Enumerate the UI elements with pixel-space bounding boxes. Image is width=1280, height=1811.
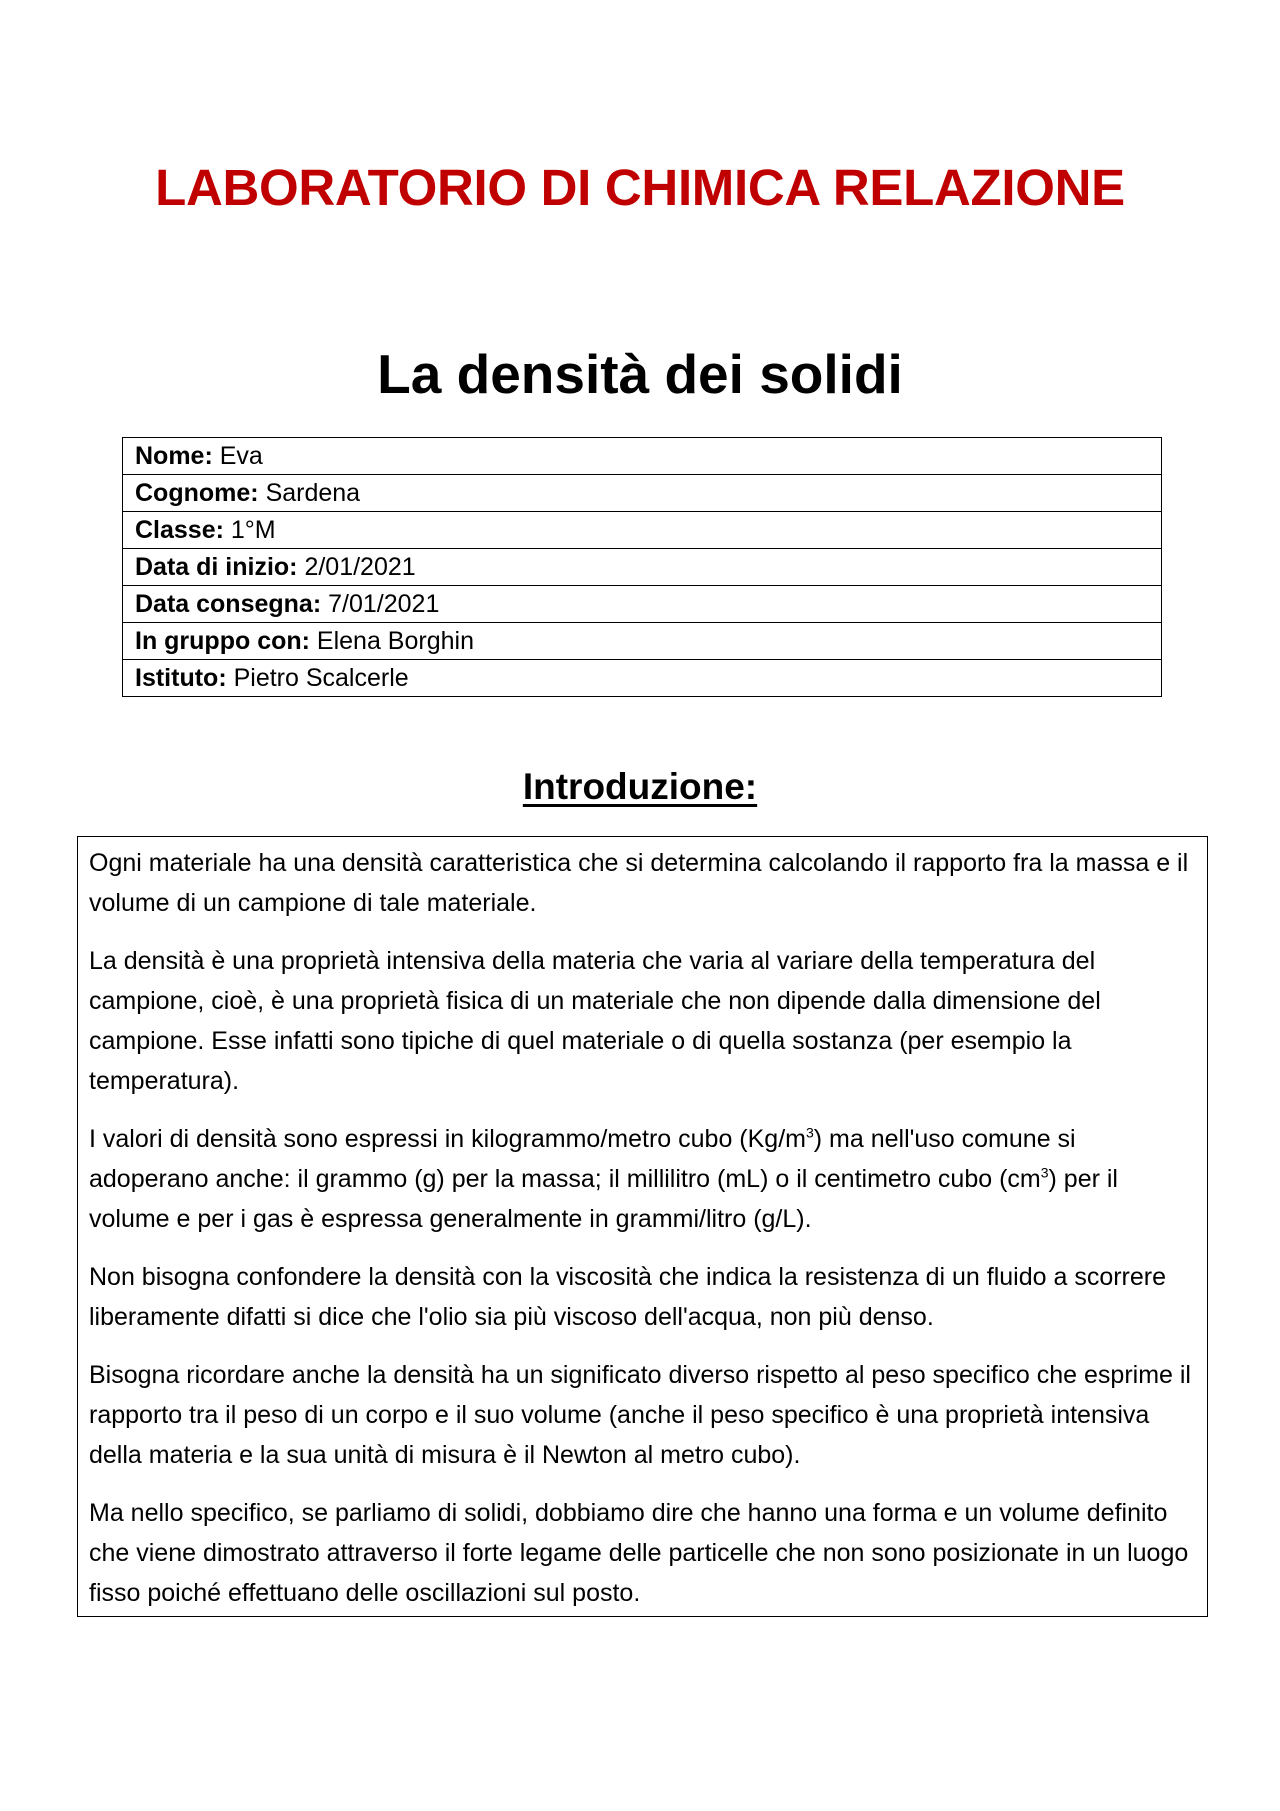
intro-p3-part-2: ) ma nell'uso comune si adoperano anche: il grammo (g) per la massa; il millilitro (mL) o il centimetro cubo (cm [89,1125,1076,1193]
intro-paragraph-3 [89,1119,1196,1239]
introduction-box [77,836,1208,1617]
info-key: Data di inizio: [135,553,298,581]
intro-paragraph-2: La densità è una proprietà intensiva della materia che varia al variare della temperatura del campione, cioè, è una proprietà fisica di un materiale che non dipende dalla dimensione del campione. Esse infatti sono tipiche di quel materiale o di quella sostanza (per esempio la temperatura). [89,947,1101,1095]
info-key: Data consegna: [135,590,322,618]
info-key: Istituto: [135,664,227,692]
info-key: Nome: [135,442,213,470]
info-value: Pietro Scalcerle [233,664,409,692]
intro-paragraph-5: Bisogna ricordare anche la densità ha un significato diverso rispetto al peso specifico che esprime il rapporto tra il peso di un corpo e il suo volume (anche il peso specifico è una proprietà intensiva della materia e la sua unità di misura è il Newton al metro cubo). [89,1361,1191,1469]
intro-p3-part-3: ) per il volume e per i gas è espressa generalmente in grammi/litro (g/L). [89,1165,1118,1233]
info-row-istituto [123,660,1162,697]
document-title: La densità dei solidi [377,343,903,405]
introduction-heading: Introduzione: [522,766,758,807]
superscript-3: 3 [1040,1164,1049,1181]
intro-p3-part-1: I valori di densità sono espressi in kilogrammo/metro cubo (Kg/m [89,1125,806,1153]
info-key: In gruppo con: [135,627,310,655]
info-value: Sardena [265,479,361,507]
intro-paragraph-4: Non bisogna confondere la densità con la viscosità che indica la resistenza di un fluido a scorrere liberamente difatti si dice che l'olio sia più viscoso dell'acqua, non più denso. [89,1263,1167,1331]
intro-paragraph-1: Ogni materiale ha una densità caratteristica che si determina calcolando il rapporto fra la massa e il volume di un campione di tale materiale. [89,849,1189,917]
intro-paragraph-6: Ma nello specifico, se parliamo di solidi, dobbiamo dire che hanno una forma e un volume definito che viene dimostrato attraverso il forte legame delle particelle che non sono posizionate in un luogo fisso poiché effettuano delle oscillazioni sul posto. [89,1499,1189,1607]
info-value: 7/01/2021 [328,590,440,618]
info-key: Cognome: [135,479,259,507]
info-row-classe [123,512,1162,549]
lab-report-title: LABORATORIO DI CHIMICA RELAZIONE [155,159,1125,216]
student-info-table [122,437,1162,697]
info-row-gruppo [123,623,1162,660]
info-value: Eva [219,442,263,470]
info-row-cognome [123,475,1162,512]
info-row-nome [123,438,1162,475]
info-value: Elena Borghin [316,627,474,655]
superscript-3: 3 [805,1124,814,1141]
info-key: Classe: [135,516,224,544]
info-value: 1°M [230,516,276,544]
info-value: 2/01/2021 [304,553,416,581]
info-row-data-inizio [123,549,1162,586]
info-row-data-consegna [123,586,1162,623]
